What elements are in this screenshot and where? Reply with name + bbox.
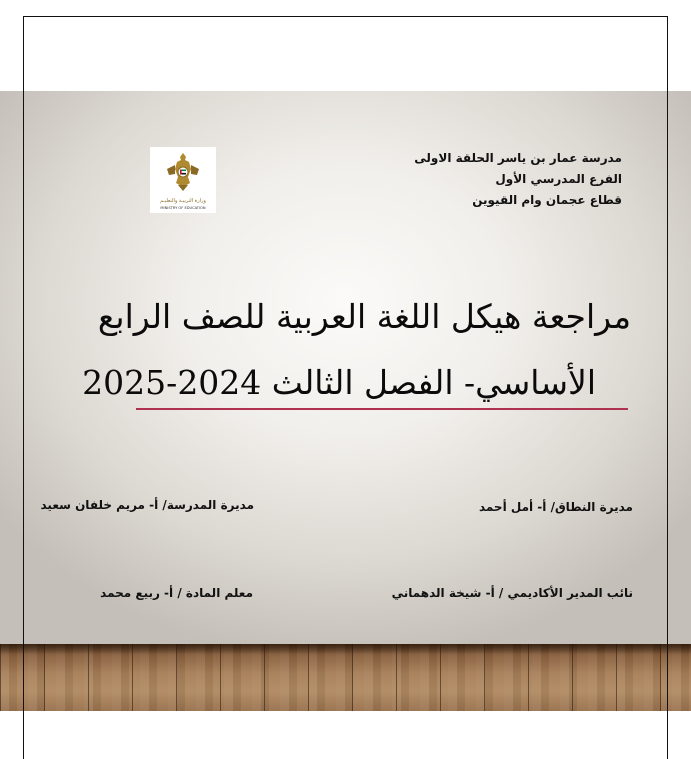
ministry-name-ar: وزارة التربيـة والتعليـم	[160, 198, 206, 204]
page-border-right	[667, 16, 668, 759]
school-header	[414, 148, 622, 211]
school-director: مديرة المدرسة/ أ- مريم خلفان سعيد	[40, 498, 254, 512]
ministry-logo	[150, 147, 216, 213]
school-name: مدرسة عمار بن ياسر الحلقة الاولى	[414, 151, 622, 165]
floor-shadow	[0, 644, 691, 654]
subject-teacher: معلم المادة / أ- ربيع محمد	[100, 586, 253, 600]
title-line-2: الأساسي- الفصل الثالث 2024-2025	[82, 363, 596, 402]
school-branch: الفرع المدرسي الأول	[495, 172, 622, 186]
page-border-top	[23, 16, 668, 17]
title-underline	[136, 408, 628, 410]
school-sector: قطاع عجمان وام القيوين	[472, 193, 622, 207]
academic-deputy: نائب المدير الأكاديمي / أ- شيخة الدهماني	[391, 586, 633, 600]
uae-emblem-icon	[150, 147, 216, 213]
wooden-floor	[0, 644, 691, 711]
title-line-1: مراجعة هيكل اللغة العربية للصف الرابع	[97, 297, 631, 336]
page-border-left	[23, 16, 24, 759]
ministry-name-en: MINISTRY OF EDUCATION	[160, 206, 206, 210]
speaking-director: مديرة النطاق/ أ- أمل أحمد	[478, 500, 633, 514]
